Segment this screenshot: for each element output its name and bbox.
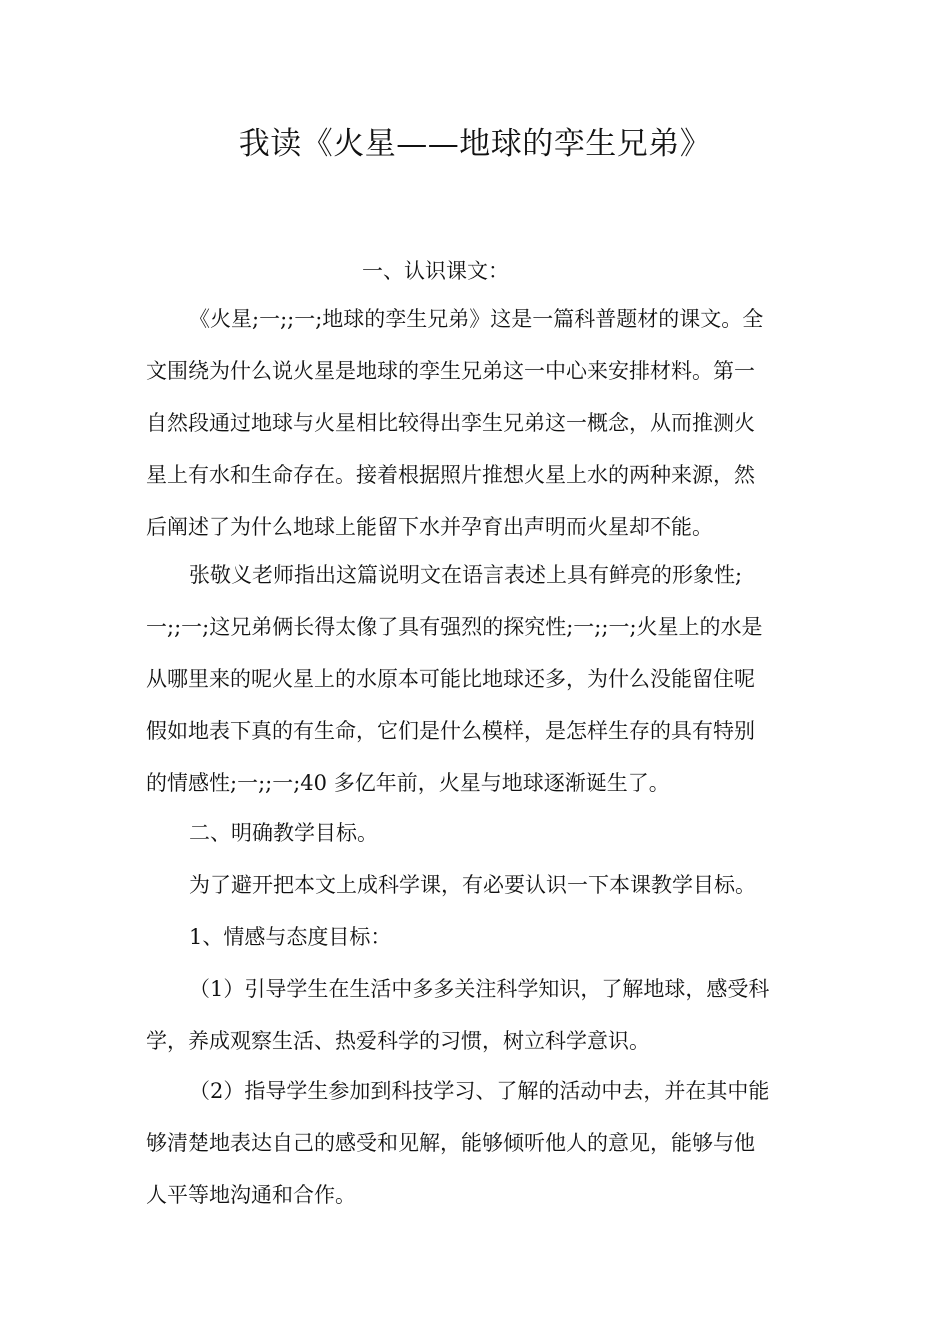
paragraph-line: 《火星;一;;一;地球的孪生兄弟》这是一篇科普题材的课文。全 — [189, 307, 764, 331]
paragraph-line: 星上有水和生命存在。接着根据照片推想火星上水的两种来源，然 — [146, 463, 755, 487]
section-heading-2: 二、明确教学目标。 — [189, 821, 378, 845]
subheading: 1、情感与态度目标： — [189, 925, 392, 949]
paragraph-line: 假如地表下真的有生命，它们是什么模样，是怎样生存的具有特别 — [146, 719, 755, 743]
paragraph-line: 为了避开把本文上成科学课，有必要认识一下本课教学目标。 — [189, 873, 756, 897]
paragraph-line: 文围绕为什么说火星是地球的孪生兄弟这一中心来安排材料。第一 — [146, 359, 755, 383]
document-title: 我读《火星——地球的孪生兄弟》 — [238, 126, 712, 162]
paragraph-line: 张敬义老师指出这篇说明文在语言表述上具有鲜亮的形象性; — [189, 563, 743, 587]
paragraph-line: 从哪里来的呢火星上的水原本可能比地球还多，为什么没能留住呢 — [146, 667, 755, 691]
paragraph-line: （1）引导学生在生活中多多关注科学知识，了解地球，感受科 — [189, 977, 770, 1001]
paragraph-line: 后阐述了为什么地球上能留下水并孕育出声明而火星却不能。 — [146, 515, 713, 539]
paragraph-line: 学，养成观察生活、热爱科学的习惯，树立科学意识。 — [146, 1029, 650, 1053]
section-heading-1: 一、认识课文： — [362, 259, 509, 283]
paragraph-line: 人平等地沟通和合作。 — [146, 1183, 356, 1207]
paragraph-line: 一;;一;这兄弟俩长得太像了具有强烈的探究性;一;;一;火星上的水是 — [146, 615, 763, 639]
paragraph-line: 的情感性;一;;一;40 多亿年前，火星与地球逐渐诞生了。 — [146, 771, 670, 795]
paragraph-line: 够清楚地表达自己的感受和见解，能够倾听他人的意见，能够与他 — [146, 1131, 755, 1155]
paragraph-line: 自然段通过地球与火星相比较得出孪生兄弟这一概念，从而推测火 — [146, 411, 755, 435]
paragraph-line: （2）指导学生参加到科技学习、了解的活动中去，并在其中能 — [189, 1079, 770, 1103]
